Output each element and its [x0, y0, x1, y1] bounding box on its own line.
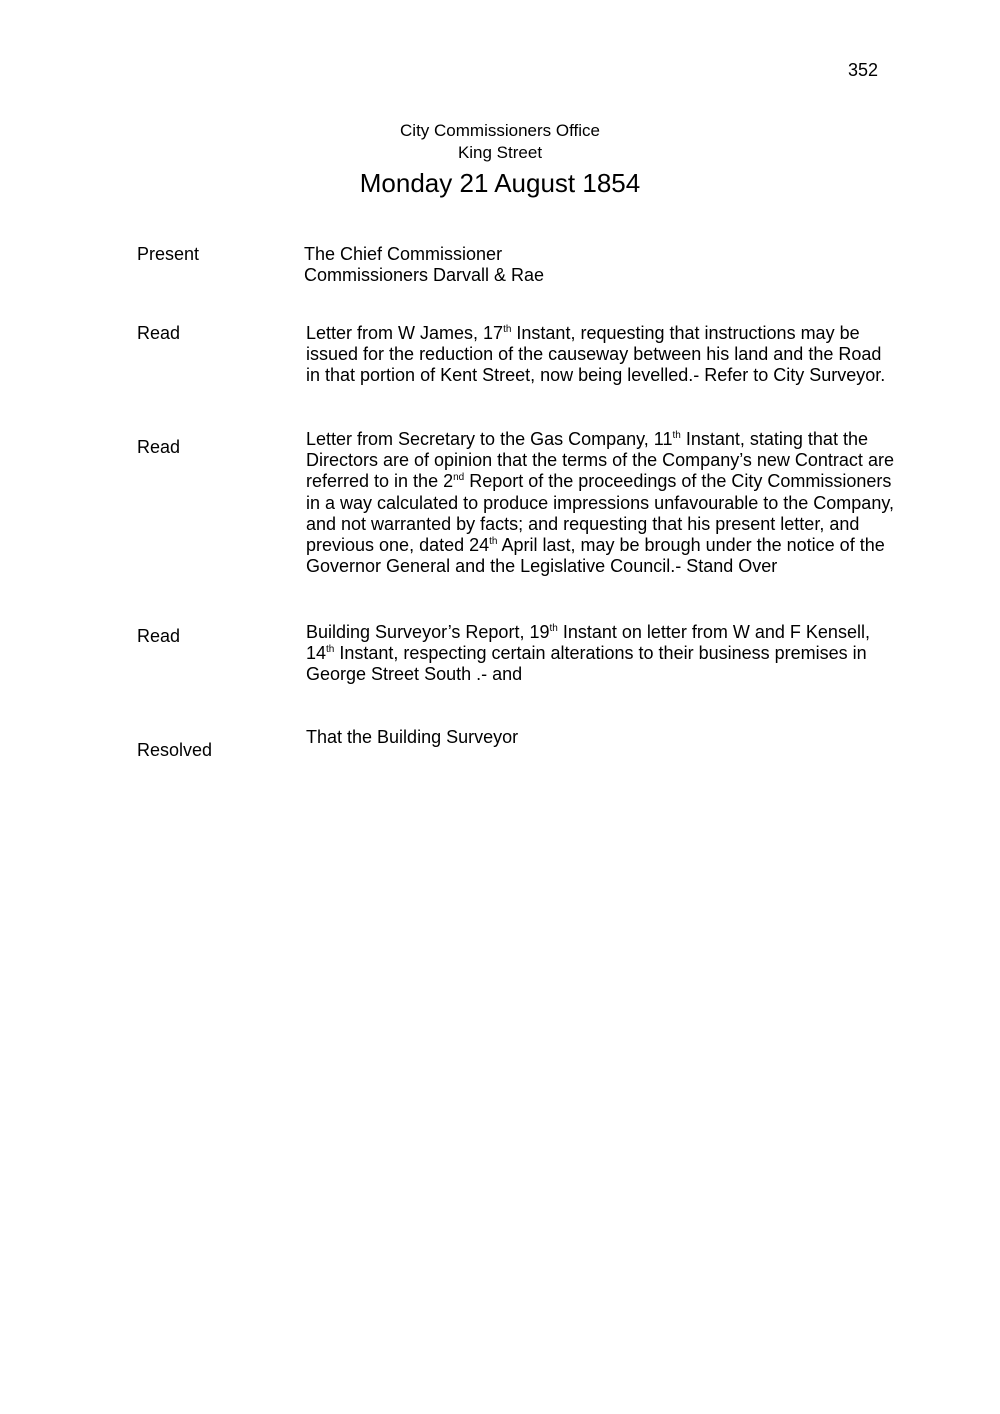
entry-3-text-part-2: Instant on letter from W and F Kensell, 14: [306, 622, 870, 664]
entry-2-text-part-3: Report of the proceedings of the City Commissioners in a way calculated to produce impressions unfavourable to the Company, and not warranted by facts; and requesting that his present letter, and previous one, dated 24: [306, 471, 894, 556]
page-number: 352: [847, 60, 878, 80]
present-label: Present: [137, 244, 200, 264]
entry-3-superscript-1: th: [549, 623, 558, 634]
entry-1-label: Read: [137, 323, 181, 343]
entry-2-superscript-2: nd: [453, 472, 465, 484]
entry-1-text: [306, 323, 896, 387]
resolved-label: Resolved: [137, 740, 213, 760]
present-text: [304, 244, 894, 286]
entry-3-text-part-1: Building Surveyor’s Report, 19: [306, 622, 550, 642]
page-header: [0, 120, 1000, 200]
entry-3-text: [306, 622, 896, 686]
entry-3-text-part-3: Instant, respecting certain alterations to their business premises in George Street South .- and: [306, 643, 867, 685]
resolved-text: That the Building Surveyor: [306, 727, 519, 747]
present-line-1: The Chief Commissioner: [304, 244, 503, 264]
entry-1-text-part-2: Instant, requesting that instructions may be issued for the reduction of the causeway between his land and the Road in that portion of Kent Street, now being levelled.- Refer to City Surveyor.: [306, 323, 886, 386]
entry-2-superscript-1: th: [672, 430, 681, 441]
office-name: City Commissioners Office: [400, 121, 600, 140]
entry-2-text: [306, 429, 896, 577]
entry-2-superscript-3: th: [489, 536, 498, 548]
present-line-2: Commissioners Darvall & Rae: [304, 265, 545, 286]
entry-3-label: Read: [137, 626, 181, 646]
meeting-date: Monday 21 August 1854: [359, 168, 641, 198]
entry-1-superscript-1: th: [503, 324, 512, 335]
entry-2-text-part-4: April last, may be brough under the notice of the Governor General and the Legislative Council.- Stand Over: [306, 535, 885, 577]
entry-1-text-part-1: Letter from W James, 17: [306, 323, 504, 343]
entry-3-superscript-2: th: [326, 644, 335, 656]
entry-2-label: Read: [137, 437, 181, 457]
entry-2-text-part-1: Letter from Secretary to the Gas Company, 11: [306, 429, 673, 449]
entry-2-text-part-2: Instant, stating that the Directors are of opinion that the terms of the Company’s new Contract are referred to in the 2: [306, 429, 894, 492]
street-name: King Street: [457, 143, 543, 162]
